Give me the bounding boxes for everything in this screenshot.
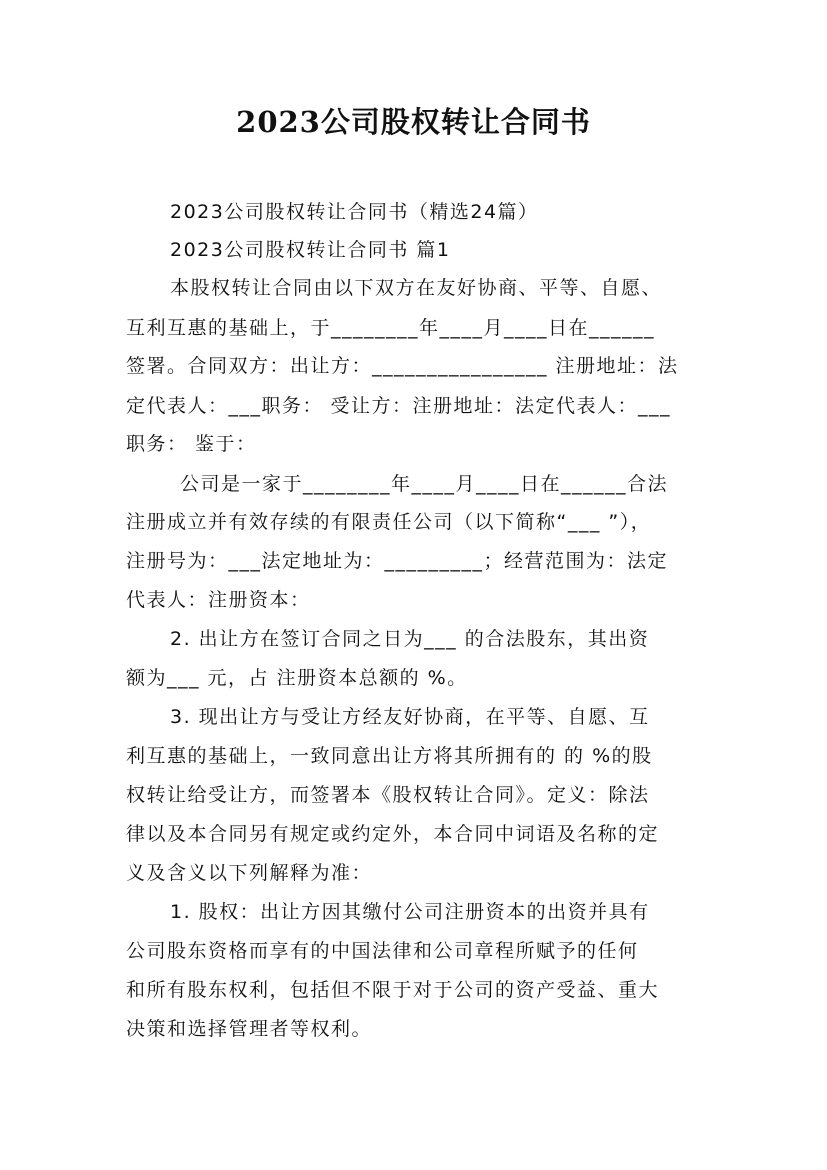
paragraph-line: 代表人：注册资本：	[126, 589, 311, 611]
paragraph-line: 决策和选择管理者等权利。	[126, 1018, 373, 1040]
paragraph-line: 和所有股东权利，包括但不限于对于公司的资产受益、重大	[126, 979, 660, 1001]
paragraph-line: 1. 股权：出让方因其缴付公司注册资本的出资并具有	[170, 901, 650, 923]
paragraph-line: 本股权转让合同由以下双方在友好协商、平等、自愿、	[170, 277, 663, 299]
paragraph-line: 职务： 鉴于：	[126, 433, 257, 455]
paragraph-line: 公司是一家于________年____月____日在______合法	[180, 473, 669, 495]
paragraph-line: 互利互惠的基础上，于________年____月____日在______	[126, 317, 656, 339]
paragraph-line: 3. 现出让方与受让方经友好协商，在平等、自愿、互	[170, 706, 650, 728]
paragraph-line: 注册成立并有效存续的有限责任公司（以下简称“___ ”），	[126, 511, 652, 533]
paragraph-line: 公司股东资格而享有的中国法律和公司章程所赋予的任何	[126, 940, 639, 962]
document-title: 2023公司股权转让合同书	[236, 105, 591, 139]
paragraph-line: 义及含义以下列解释为准：	[126, 862, 373, 884]
paragraph-line: 律以及本合同另有规定或约定外，本合同中词语及名称的定	[126, 823, 660, 845]
section-heading: 2023公司股权转让合同书 篇1	[170, 239, 451, 261]
paragraph-line: 额为___ 元，占 注册资本总额的 %。	[126, 667, 468, 689]
subtitle-line: 2023公司股权转让合同书（精选24篇）	[170, 201, 539, 223]
paragraph-line: 定代表人：___职务： 受让方：注册地址：法定代表人：___	[126, 395, 672, 417]
paragraph-line: 权转让给受让方，而签署本《股权转让合同》。定义：除法	[126, 784, 650, 806]
paragraph-line: 注册号为：___法定地址为：_________；经营范围为：法定	[126, 550, 669, 572]
paragraph-line: 2. 出让方在签订合同之日为___ 的合法股东，其出资	[170, 628, 650, 650]
paragraph-line: 签署。合同双方：出让方：________________ 注册地址：法	[126, 355, 679, 377]
paragraph-line: 利互惠的基础上，一致同意出让方将其所拥有的 的 %的股	[126, 745, 653, 767]
